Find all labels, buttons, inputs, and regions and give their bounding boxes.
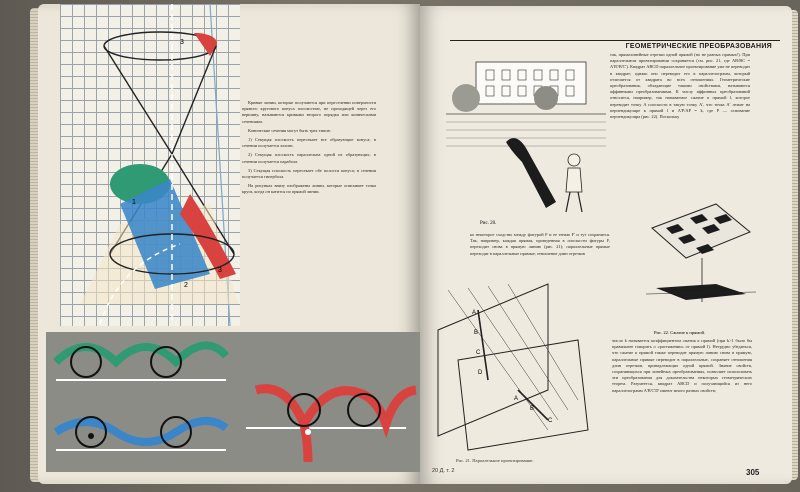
projection-label-C: C <box>476 350 481 356</box>
left-paragraph: Кривые линии, которые получаются при пересечении поверхности прямого кругового конуса плоскостью, не проходящей через его вершину, называются кривыми второго порядка или коническими сечениями. <box>242 100 376 124</box>
projection-label-A-prime: A <box>514 396 519 402</box>
cone-label-2: 2 <box>184 282 188 289</box>
header-title: ГЕОМЕТРИЧЕСКИЕ ПРЕОБРАЗОВАНИЯ <box>625 43 772 50</box>
projection-label-A: A <box>472 310 477 316</box>
fig21-parallel-projection <box>428 270 598 460</box>
red-curtate-curve <box>256 389 416 462</box>
projection-label-B-prime: B <box>530 406 535 412</box>
fig22-compression-illustration <box>646 188 756 338</box>
left-paragraph: 1) Секущая плоскость пересекает все образующие конуса; в сечении получается эллипс. <box>242 137 376 149</box>
left-paragraph: 3) Секущая плоскость пересекает обе полости конуса; в сечении получается гипербола. <box>242 167 376 180</box>
fig20-boy-shadow-illustration <box>446 52 606 228</box>
projection-label-B: B <box>474 330 479 336</box>
boy-figure <box>566 168 582 192</box>
right-signature: 20 Д. т. 2 <box>432 468 455 474</box>
page-number: 305 <box>746 468 760 477</box>
cone-label-1: 1 <box>132 199 136 206</box>
rolling-circle <box>71 347 101 377</box>
right-text-top: так, прямолинейные отрезки одной прямой (но не разных прямых!). При параллельном проектировании сохраняется (см. рис. 21, где AB/BC = A'B'/B'C'). Квадрат ABCD параллельное проектирование уже не переводит в квадрат; однако оно переводит его в параллелограмм, который отличается от квадрата во всех отношениях. Геометрические преобразования, обладающие такими свойствами, называются аффинными преобразованиями. К числу аффинных преобразований относится, например, так называемое сжатие к прямой l, которое переводит точку A плоскости в такую точку A', что точка A' лежит на перпендикуляре к прямой l и A'P/AP = k, где P — основание перпендикуляра (рис. 22). Поскольку <box>610 52 750 120</box>
projection-label-C-prime: C <box>548 418 553 424</box>
rolling-circle-curves-panel <box>46 332 420 472</box>
left-paragraph: 2) Секущая плоскость параллельна одной из образующих; в сечении получается парабола. <box>242 152 376 164</box>
fig21-caption: Рис. 21. Параллельное проектирование. <box>456 458 534 463</box>
cone-label-3-top: 3 <box>180 39 184 46</box>
open-book <box>30 4 792 488</box>
running-header <box>450 40 780 51</box>
left-page-text <box>242 100 376 199</box>
cone-grid-panel <box>60 4 240 326</box>
left-page <box>38 4 420 484</box>
right-page <box>420 6 792 484</box>
projection-label-D: D <box>478 370 483 376</box>
right-text-middle: ко некоторое сходство между фигурой F и ее тенью F' и тут сохранится. Так, например, каждая прямая, проведенная в плоскости фигуры F, переходит снова в прямую линию (рис. 21); параллельные прямые переходят в параллельные прямые; отношение длин отрезков <box>470 232 610 256</box>
cone-label-3-bottom: 3 <box>218 267 222 274</box>
blue-trochoid <box>56 421 226 442</box>
compressed-flag-shadow <box>656 284 746 300</box>
fig20-caption: Рис. 20. <box>480 221 497 226</box>
left-paragraph: На рисунках внизу изображены линии, которые описывает точка круга, когда он катится по прямой линии. <box>242 183 376 195</box>
fig22-caption: Рис. 22. Сжатие к прямой. <box>654 330 706 335</box>
left-paragraph: Конические сечения могут быть трех типов: <box>248 127 331 133</box>
cone-sections-illustration <box>60 4 240 326</box>
right-text-bottom: число k называется коэффициентом сжатия к прямой (при k>1 было бы правильнее говорить о «растяжении» от прямой l). Нетрудно убедиться, что сжатие к прямой также переводит прямую линию снова в прямую, параллельные прямые переводит в параллельные, сохраняет отношения длин отрезков, принадлежащих одной прямой. Знание свойств, сохраняющихся при линейных преобразованиях, позволяет использовать эти преобразования для доказательства некоторых геометрических теорем. Разумеется, квадрат ABCD и получающийся из него параллелограмм A'B'C'D' имеют много разных свойств; <box>612 338 752 393</box>
